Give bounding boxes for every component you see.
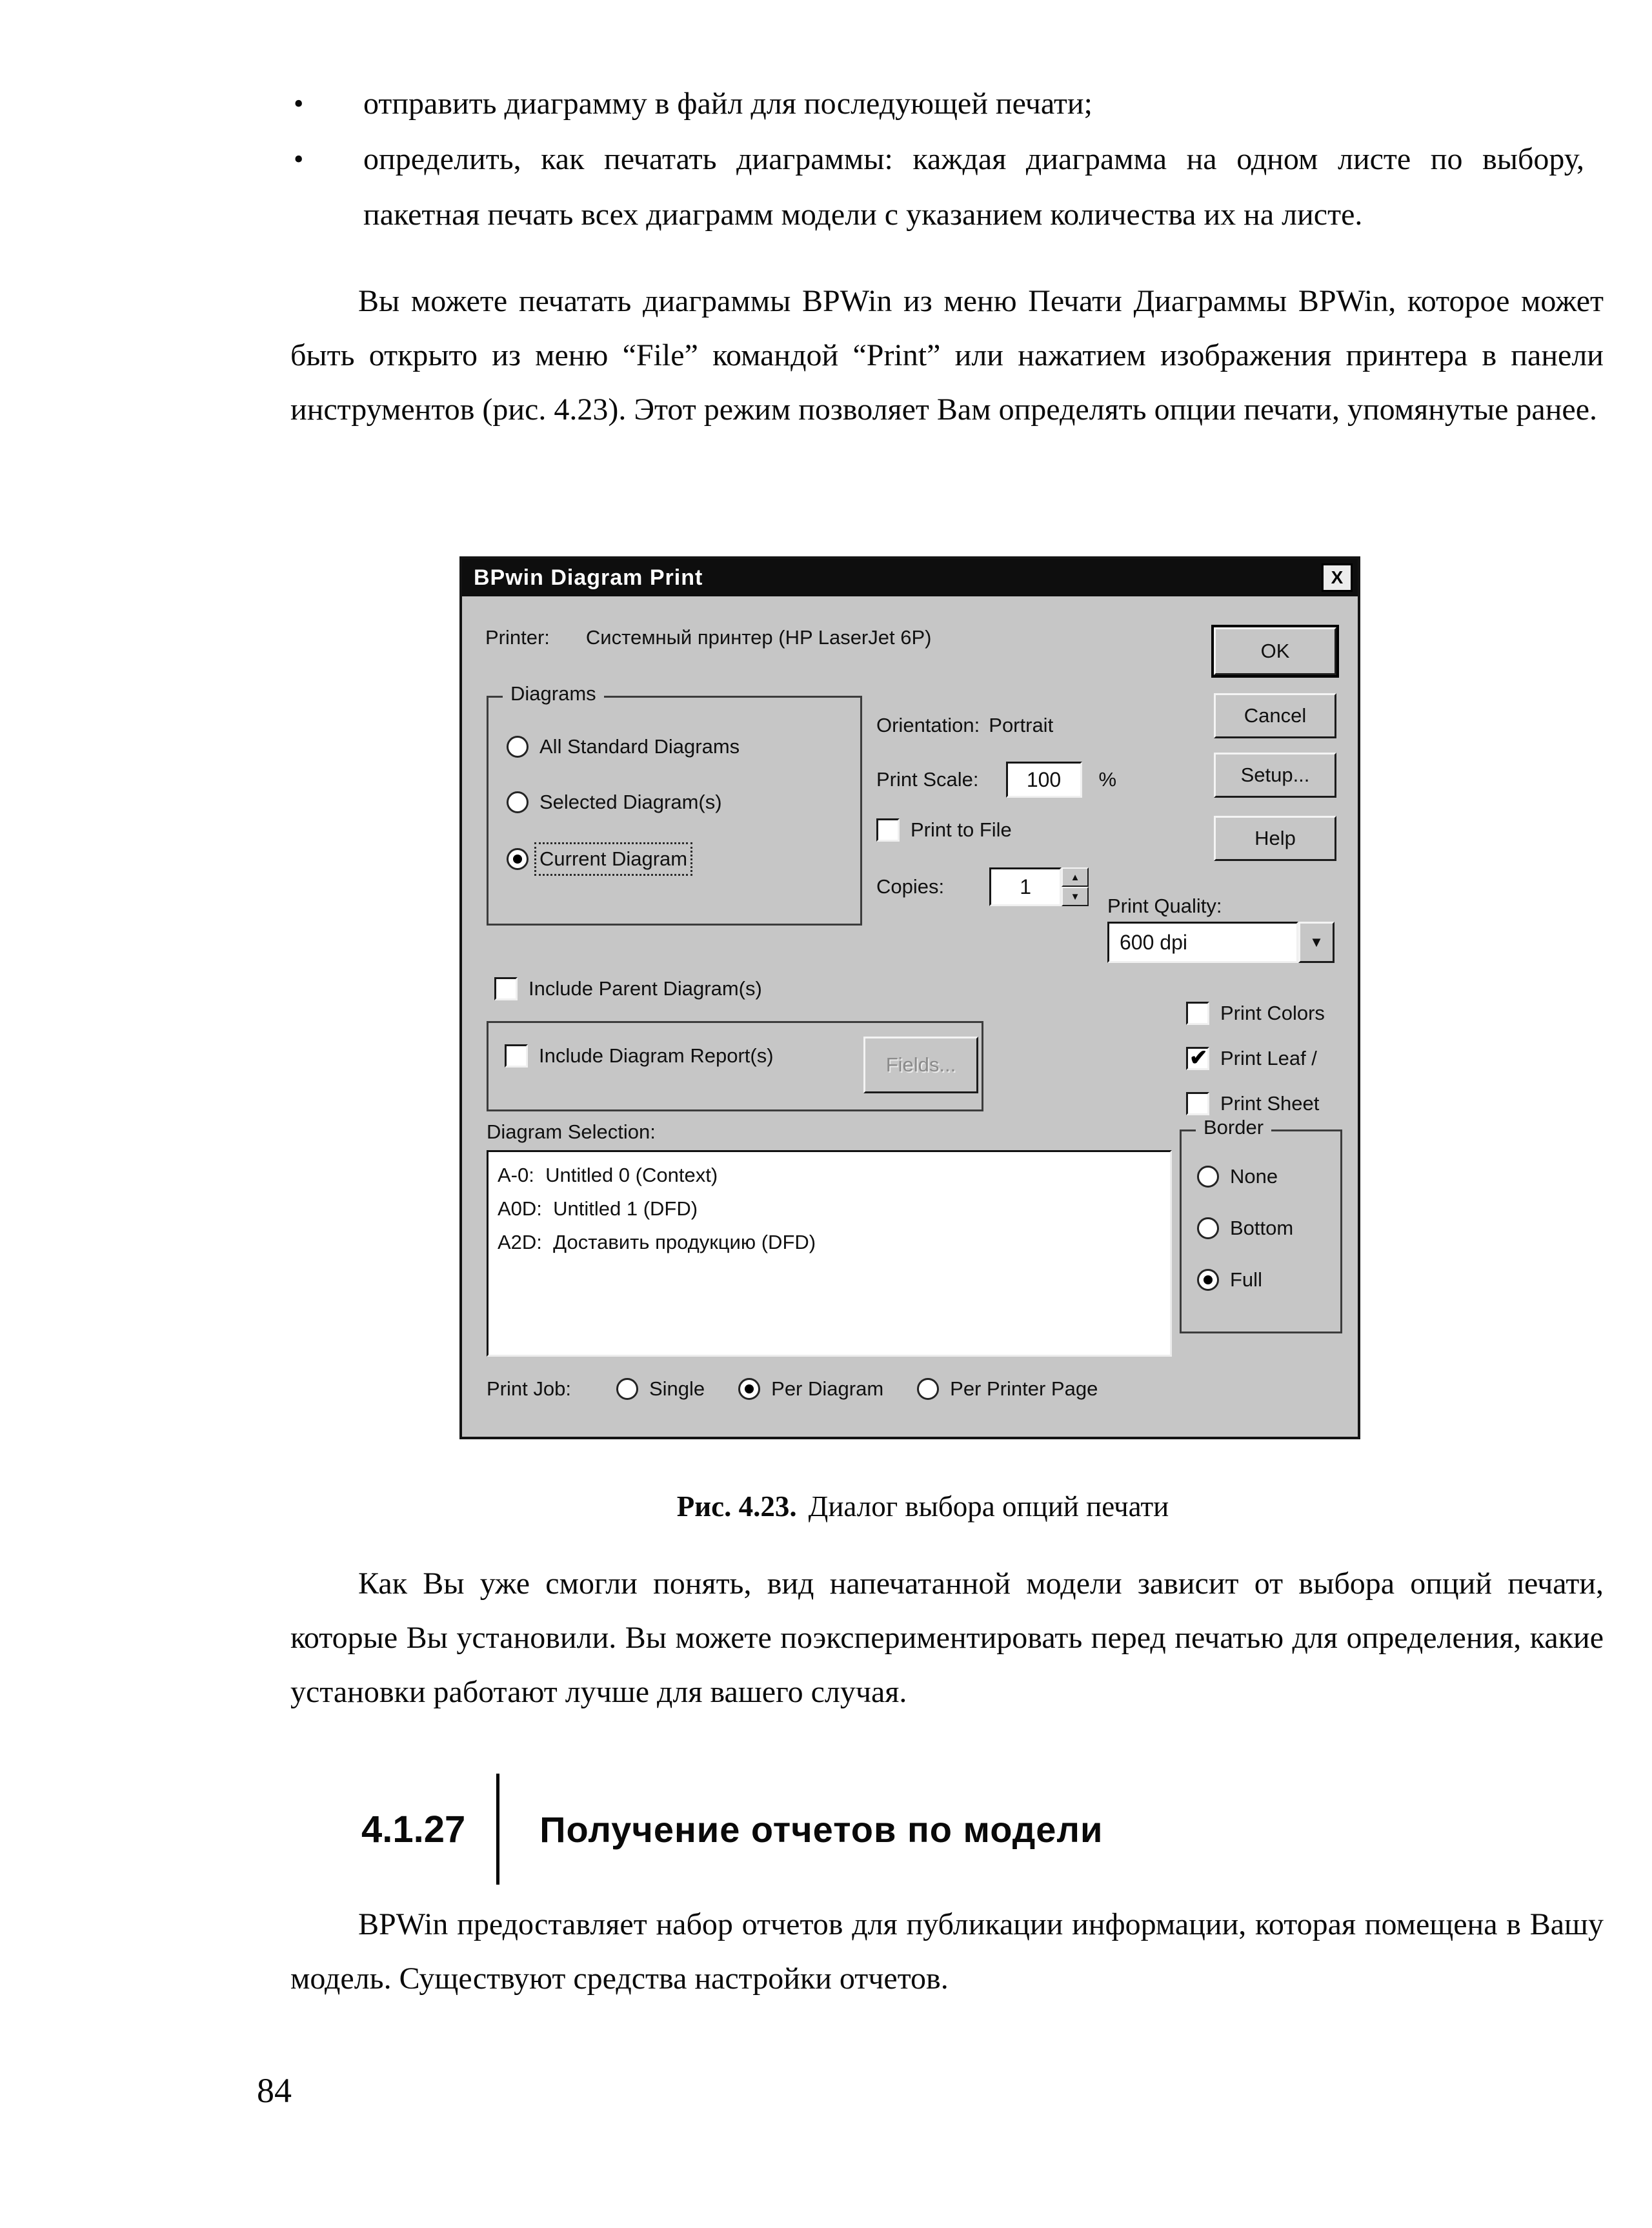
copies-label: Copies:	[876, 875, 945, 898]
print-to-file-checkbox[interactable]	[876, 818, 1012, 842]
bullet-text: отправить диаграмму в файл для последующей печати;	[363, 86, 1093, 121]
figure-caption-text: Диалог выбора опций печати	[808, 1490, 1169, 1523]
section-heading	[361, 1774, 1103, 1885]
radio-label: Current Diagram	[539, 847, 688, 870]
print-colors-checkbox[interactable]	[1186, 1002, 1325, 1025]
spinner-buttons[interactable]	[1062, 867, 1089, 906]
checkbox-label: Print Leaf /	[1220, 1047, 1317, 1069]
checkbox-label: Print to File	[911, 818, 1012, 841]
border-group-label: Border	[1196, 1116, 1271, 1139]
dialog-titlebar	[462, 559, 1358, 596]
diagram-selection-label	[487, 1120, 656, 1144]
radio-label: Full	[1230, 1268, 1262, 1291]
close-icon[interactable]: X	[1322, 563, 1353, 592]
print-quality-label	[1107, 895, 1222, 918]
checkbox-icon	[1186, 1092, 1209, 1115]
orientation-row	[876, 714, 1053, 737]
print-sheet-checkbox[interactable]	[1186, 1092, 1319, 1115]
radio-all-standard-diagrams[interactable]	[507, 735, 740, 758]
bullet-text: определить, как печатать диаграммы: каждая диаграмма на одном листе по выбору, пакетная печать всех диаграмм модели с указанием количества их на листе.	[363, 142, 1584, 232]
diagrams-group-label: Diagrams	[503, 682, 604, 705]
border-group	[1180, 1116, 1342, 1333]
print-job-label: Print Job:	[487, 1377, 571, 1400]
printer-label: Printer:	[485, 626, 550, 649]
checkbox-icon	[876, 818, 900, 842]
setup-button[interactable]: Setup...	[1214, 753, 1336, 798]
dialog-title: BPwin Diagram Print	[474, 565, 703, 590]
print-quality-value: 600 dpi	[1107, 922, 1298, 963]
section-number: 4.1.27	[361, 1808, 466, 1850]
radio-icon	[1197, 1269, 1219, 1291]
paragraph: Как Вы уже смогли понять, вид напечатанной модели зависит от выбора опций печати, которые Вы установили. Вы можете поэкспериментировать перед печатью для определения, какие установки работают лучше для вашего случая.	[290, 1566, 1604, 1709]
checkbox-icon	[505, 1044, 528, 1068]
print-leaf-checkbox[interactable]	[1186, 1047, 1317, 1070]
radio-icon	[616, 1378, 638, 1400]
radio-label: Per Diagram	[771, 1377, 884, 1400]
checkbox-label: Include Parent Diagram(s)	[529, 977, 762, 1000]
paragraph: BPWin предоставляет набор отчетов для публикации информации, которая помещена в Вашу модель. Существуют средства настройки отчетов.	[290, 1907, 1604, 1996]
print-scale-label: Print Scale:	[876, 768, 979, 791]
cancel-button[interactable]: Cancel	[1214, 693, 1336, 738]
printer-value: Системный принтер (HP LaserJet 6P)	[585, 626, 932, 649]
include-parent-checkbox[interactable]	[494, 977, 762, 1000]
list-item[interactable]: A2D: Доставить продукцию (DFD)	[498, 1231, 816, 1253]
fields-button[interactable]: Fields...	[863, 1037, 978, 1093]
radio-print-job-per-diagram[interactable]	[738, 1377, 883, 1401]
paragraph: Вы можете печатать диаграммы BPWin из меню Печати Диаграммы BPWin, которое может быть открыто из меню “File” командой “Print” или нажатием изображения принтера в панели инструментов (рис. 4.23). Этот режим позволяет Вам определять опции печати, упомянутые ранее.	[290, 284, 1604, 427]
print-scale-row	[876, 762, 1116, 798]
include-report-checkbox[interactable]	[505, 1044, 774, 1068]
radio-border-bottom[interactable]	[1197, 1217, 1293, 1240]
checkbox-icon	[494, 977, 518, 1000]
radio-icon	[507, 791, 529, 813]
list-item	[294, 132, 1584, 243]
section-title: Получение отчетов по модели	[539, 1808, 1103, 1850]
radio-icon	[507, 848, 529, 870]
radio-icon	[738, 1378, 760, 1400]
spin-down-icon[interactable]: ▼	[1062, 887, 1089, 906]
radio-print-job-per-printer-page[interactable]	[917, 1377, 1098, 1401]
radio-print-job-single[interactable]	[616, 1377, 705, 1401]
radio-label: Single	[649, 1377, 705, 1400]
bullet-icon: •	[294, 143, 304, 175]
print-quality-label-text: Print Quality:	[1107, 895, 1222, 917]
radio-label: All Standard Diagrams	[539, 735, 740, 758]
radio-border-full[interactable]	[1197, 1268, 1262, 1291]
radio-current-diagram[interactable]	[507, 847, 687, 871]
print-job-row	[487, 1377, 1098, 1401]
print-quality-dropdown[interactable]	[1107, 922, 1335, 963]
checkbox-label: Include Diagram Report(s)	[539, 1044, 774, 1067]
radio-label: Selected Diagram(s)	[539, 791, 722, 813]
spin-up-icon[interactable]: ▲	[1062, 867, 1089, 887]
chevron-down-icon[interactable]: ▼	[1298, 922, 1335, 963]
print-scale-input[interactable]: 100	[1006, 762, 1082, 798]
diagram-selection-label-text: Diagram Selection:	[487, 1120, 656, 1143]
orientation-value: Portrait	[989, 714, 1054, 736]
percent-sign: %	[1098, 768, 1117, 791]
checkbox-label: Print Sheet	[1220, 1092, 1320, 1115]
bpwin-diagram-print-dialog	[459, 556, 1360, 1439]
radio-selected-diagrams[interactable]	[507, 791, 722, 814]
radio-icon	[1197, 1166, 1219, 1188]
figure-caption-label: Рис. 4.23.	[676, 1490, 797, 1523]
diagram-selection-list[interactable]	[487, 1150, 1172, 1357]
radio-border-none[interactable]	[1197, 1165, 1278, 1188]
radio-label: Bottom	[1230, 1217, 1294, 1239]
printer-row	[485, 626, 931, 649]
copies-stepper[interactable]	[989, 867, 1089, 906]
checkbox-icon	[1186, 1047, 1209, 1070]
page-number: 84	[257, 2071, 292, 2110]
radio-label: None	[1230, 1165, 1278, 1188]
help-button[interactable]: Help	[1214, 816, 1336, 861]
diagrams-group	[487, 682, 862, 926]
orientation-label: Orientation:	[876, 714, 980, 736]
radio-label: Per Printer Page	[950, 1377, 1098, 1400]
radio-icon	[1197, 1217, 1219, 1239]
checkbox-label: Print Colors	[1220, 1002, 1325, 1024]
bullet-list	[294, 76, 1584, 243]
radio-icon	[507, 736, 529, 758]
copies-row	[876, 867, 1089, 906]
bullet-icon: •	[294, 88, 304, 119]
ok-button[interactable]: OK	[1214, 627, 1336, 675]
figure-caption	[290, 1490, 1555, 1523]
list-item[interactable]: A-0: Untitled 0 (Context)	[498, 1164, 718, 1186]
copies-input[interactable]: 1	[989, 867, 1062, 906]
radio-icon	[917, 1378, 939, 1400]
list-item	[294, 76, 1584, 132]
list-item[interactable]: A0D: Untitled 1 (DFD)	[498, 1197, 698, 1220]
checkbox-icon	[1186, 1002, 1209, 1025]
